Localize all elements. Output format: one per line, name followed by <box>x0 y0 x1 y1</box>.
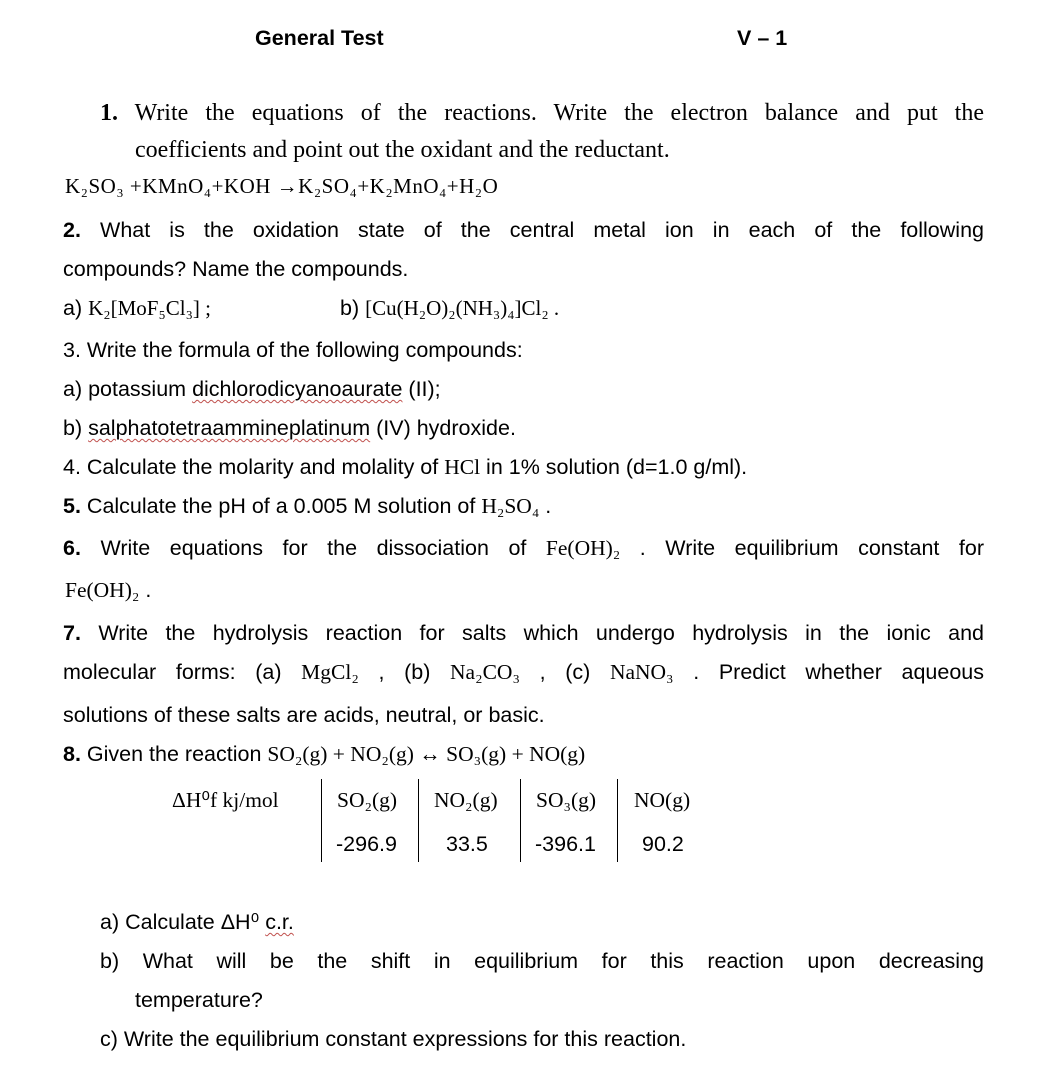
q2-line2: compounds? Name the compounds. <box>63 257 409 281</box>
q3-a-compound: dichlorodicyanoaurate <box>192 377 403 401</box>
q6-suffix: . Write equilibrium constant for <box>620 536 984 560</box>
q4-formula: HCl <box>444 455 481 479</box>
q4-prefix: 4. Calculate the molarity and molality of <box>63 455 445 479</box>
table-value-so3: -396.1 <box>535 832 596 856</box>
q8-prefix: Given the reaction <box>80 742 268 766</box>
q1-line1 <box>100 100 984 127</box>
q4-suffix: in 1% solution (d=1.0 g/ml). <box>480 455 748 479</box>
table-header-no2: NO₂(g) <box>434 788 498 812</box>
q1-number: 1. <box>100 100 118 126</box>
q2-line1 <box>63 218 984 243</box>
q5-number: 5. <box>63 494 81 518</box>
q7-line1 <box>63 621 984 646</box>
q2-a-formula: K₂[MoF₅Cl₃] ; <box>88 296 212 320</box>
q8-a-prefix: a) Calculate ΔH⁰ <box>100 910 266 934</box>
q7-salt-b: Na₂CO₃ <box>450 660 520 684</box>
q6-line1 <box>63 536 984 561</box>
q3-a-suffix: (II); <box>402 377 441 401</box>
q2-number: 2. <box>63 218 81 242</box>
table-divider-1 <box>321 779 322 862</box>
q3-title: 3. Write the formula of the following compounds: <box>63 338 523 362</box>
test-title: General Test <box>255 26 384 50</box>
q3-b-compound: salphatotetraammineplatinum <box>88 416 371 440</box>
q6-formula: Fe(OH)₂ <box>545 536 621 560</box>
table-value-so2: -296.9 <box>336 832 397 856</box>
q7-salt-a: MgCl₂ <box>301 660 359 684</box>
q2-part-a <box>63 296 211 321</box>
table-row-label: ΔH⁰f kj/mol <box>172 788 279 812</box>
q3-part-a <box>63 377 441 402</box>
q5-text <box>63 494 551 519</box>
table-divider-4 <box>617 779 618 862</box>
q7-line2-prefix: molecular forms: (a) <box>63 660 302 684</box>
q6-line2-formula: Fe(OH)₂ <box>65 578 140 602</box>
q5-prefix: Calculate the pH of a 0.005 M solution of <box>80 494 482 518</box>
q8-number: 8. <box>63 742 81 766</box>
table-header-so3: SO₃(g) <box>536 788 597 812</box>
q8-part-b-line1: b) What will be the shift in equilibrium for this reaction upon decreasing <box>100 949 984 973</box>
q1-equation: K₂SO₃ +KMnO₄+KOH →K₂SO₄+K₂MnO₄+H₂O <box>65 174 499 198</box>
table-header-no: NO(g) <box>634 788 691 812</box>
q2-a-label: a) <box>63 296 83 320</box>
q7-line2-suffix: . Predict whether aqueous <box>673 660 985 684</box>
q7-number: 7. <box>63 621 81 645</box>
q3-part-b <box>63 416 516 441</box>
q8-text <box>63 742 585 767</box>
q6-line2-suffix: . <box>139 578 152 602</box>
q2-part-b <box>340 296 559 321</box>
q8-a-abbrev: c.r. <box>265 910 294 934</box>
q8-part-a <box>100 910 294 935</box>
q7-line2 <box>63 660 984 685</box>
q7-line3: solutions of these salts are acids, neutral, or basic. <box>63 703 545 727</box>
q7-salt-c: NaNO₃ <box>609 660 674 684</box>
q6-line2 <box>65 578 151 603</box>
q7-text-line1: Write the hydrolysis reaction for salts which undergo hydrolysis in the ionic and <box>98 621 984 645</box>
q6-number: 6. <box>63 536 81 560</box>
q7-sep2: , (c) <box>519 660 610 684</box>
q2-b-label: b) <box>340 296 360 320</box>
q1-line2: coefficients and point out the oxidant and the reductant. <box>135 137 670 163</box>
table-value-no: 90.2 <box>642 832 684 856</box>
q2-text-line1: What is the oxidation state of the central metal ion in each of the following <box>100 218 984 242</box>
q3-b-prefix: b) <box>63 416 89 440</box>
table-header-so2: SO₂(g) <box>337 788 398 812</box>
q6-prefix: Write equations for the dissociation of <box>80 536 546 560</box>
table-value-no2: 33.5 <box>446 832 488 856</box>
q7-sep1: , (b) <box>358 660 451 684</box>
variant-label: V – 1 <box>737 26 788 50</box>
q5-suffix: . <box>539 494 552 518</box>
table-divider-2 <box>418 779 419 862</box>
q8-reaction: SO₂(g) + NO₂(g) ↔ SO₃(g) + NO(g) <box>267 742 586 766</box>
q8-part-b-line2: temperature? <box>135 988 263 1012</box>
q3-a-prefix: a) potassium <box>63 377 193 401</box>
q3-b-suffix: (IV) hydroxide. <box>370 416 516 440</box>
q8-part-c: c) Write the equilibrium constant expressions for this reaction. <box>100 1027 687 1051</box>
q2-b-formula: [Cu(H₂O)₂(NH₃)₄]Cl₂ . <box>365 296 560 320</box>
table-divider-3 <box>520 779 521 862</box>
q4-text <box>63 455 747 480</box>
q5-formula: H₂SO₄ <box>481 494 540 518</box>
q1-text-line1: Write the equations of the reactions. Write the electron balance and put the <box>134 100 984 126</box>
